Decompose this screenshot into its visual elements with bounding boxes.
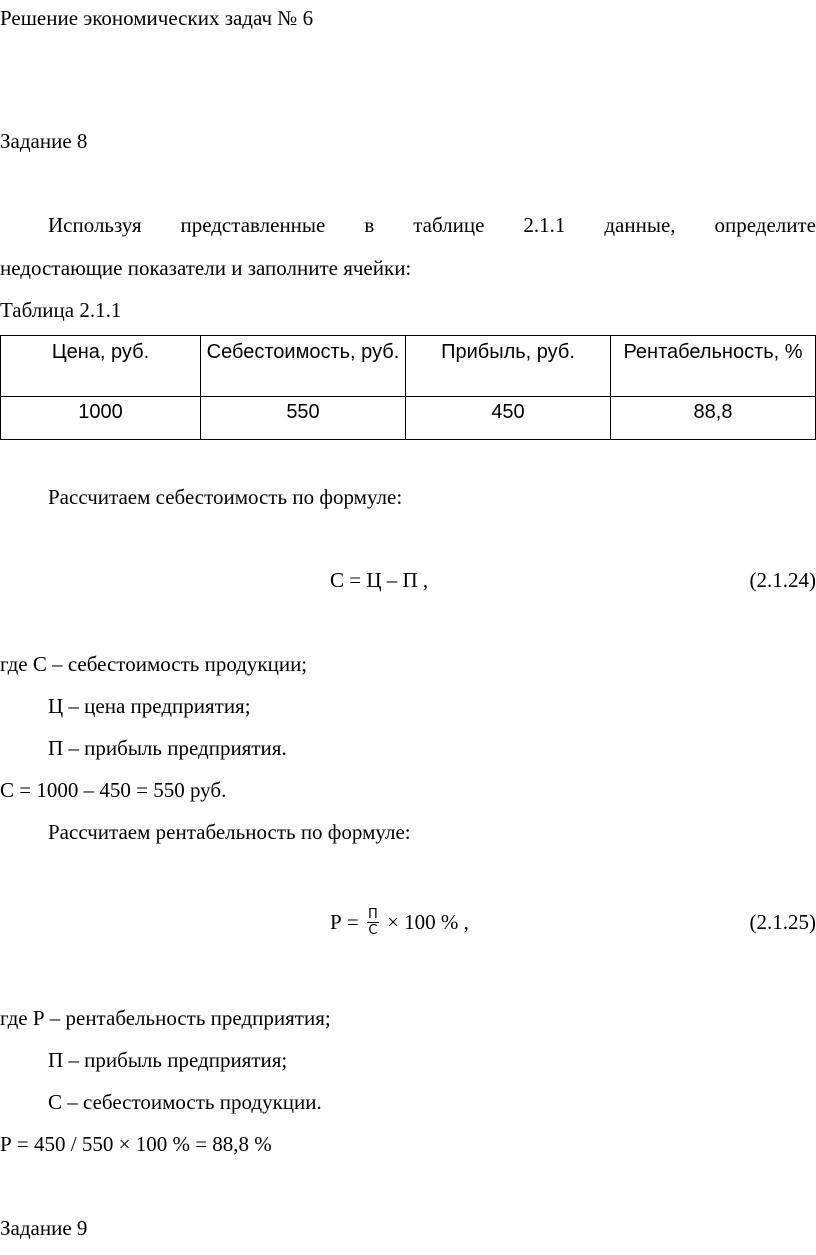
profitability-intro: Рассчитаем рентабельность по формуле: <box>48 820 411 844</box>
task8-title: Задание 8 <box>0 129 88 153</box>
table-cell-cost: 550 <box>201 397 406 440</box>
formula-left: Р = <box>330 910 359 934</box>
task8-intro-line1: Используя представленные в таблице 2.1.1 данные, определите <box>48 213 816 237</box>
table-cell-profit: 450 <box>406 397 611 440</box>
data-table <box>0 335 816 440</box>
profitability-formula <box>330 908 469 940</box>
cost-def-price: Ц – цена предприятия; <box>48 694 251 718</box>
profitability-def-cost: С – себестоимость продукции. <box>48 1090 322 1114</box>
profitability-formula-number: (2.1.25) <box>749 910 816 934</box>
formula-right: × 100 % , <box>387 910 469 934</box>
table-header-row <box>1 336 816 397</box>
table-header-cost: Себестоимость, руб. <box>201 336 406 397</box>
table-cell-profitability: 88,8 <box>611 397 816 440</box>
cost-def-profit: П – прибыль предприятия. <box>48 736 287 760</box>
fraction-denominator: С <box>368 922 378 938</box>
cost-intro: Рассчитаем себестоимость по формуле: <box>48 485 403 509</box>
table-caption: Таблица 2.1.1 <box>0 298 122 322</box>
table-header-price: Цена, руб. <box>1 336 201 397</box>
profitability-where: где Р – рентабельность предприятия; <box>0 1006 331 1030</box>
task8-intro-line2: недостающие показатели и заполните ячейки: <box>0 256 412 280</box>
profitability-calculation: Р = 450 / 550 × 100 % = 88,8 % <box>0 1132 272 1156</box>
cost-formula-number: (2.1.24) <box>749 568 816 592</box>
cost-formula: С = Ц – П , <box>330 568 429 592</box>
profitability-def-profit: П – прибыль предприятия; <box>48 1048 288 1072</box>
cost-where: где С – себестоимость продукции; <box>0 652 308 676</box>
document-header: Решение экономических задач № 6 <box>0 6 314 30</box>
table-header-profitability: Рентабельность, % <box>611 336 816 397</box>
task9-title: Задание 9 <box>0 1216 88 1240</box>
fraction-numerator: П <box>368 906 378 922</box>
cost-calculation: С = 1000 – 450 = 550 руб. <box>0 778 227 802</box>
table-header-profit: Прибыль, руб. <box>406 336 611 397</box>
table-row <box>1 397 816 440</box>
table-cell-price: 1000 <box>1 397 201 440</box>
formula-fraction <box>367 907 379 938</box>
